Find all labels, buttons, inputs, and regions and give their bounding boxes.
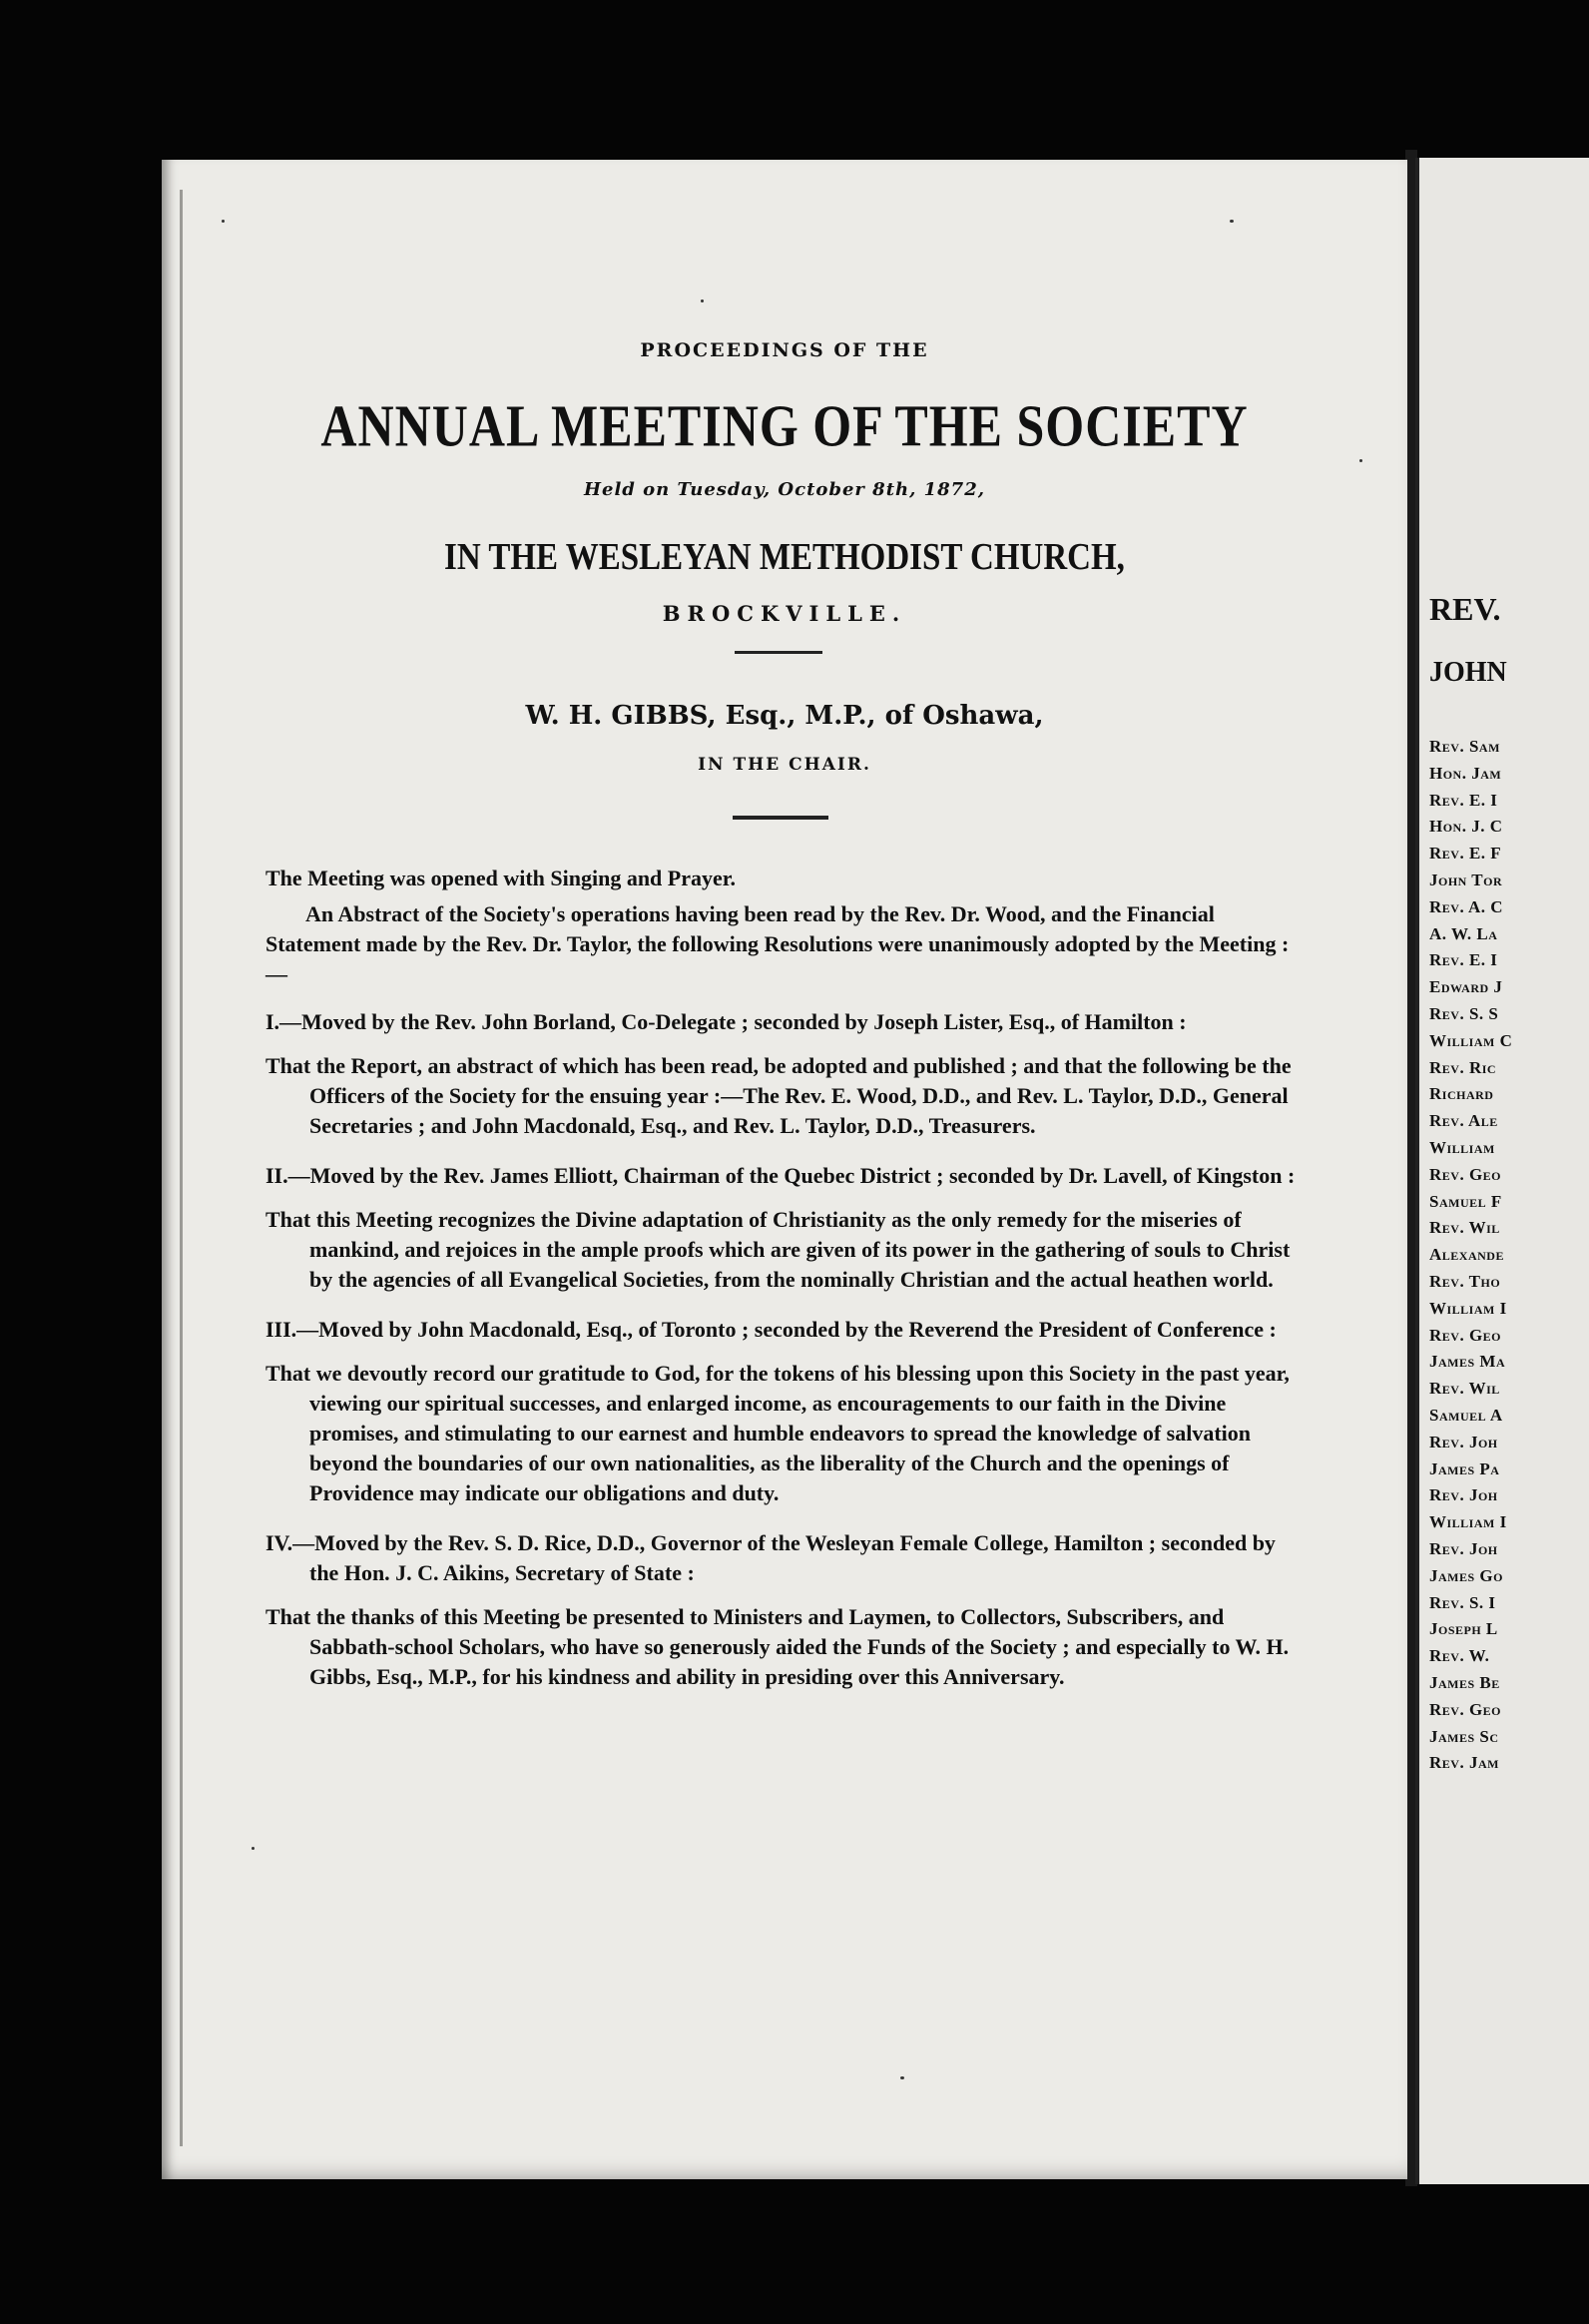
right-name-entry: James Sc <box>1429 1726 1499 1746</box>
abstract-paragraph: An Abstract of the Society's operations having been read by the Rev. Dr. Wood, and the Financial Statement made by the Rev. Dr. Taylor, the following Resolutions were unanimously adopted by the Meeting :— <box>265 901 1290 986</box>
right-name-entry: Rev. Joh <box>1429 1485 1498 1505</box>
right-name-entry: Rev. A. C <box>1429 896 1504 916</box>
right-name-entry: Samuel F <box>1429 1191 1502 1211</box>
right-name-entry: Rev. Wil <box>1429 1379 1500 1399</box>
right-name-entry: Rev. Tho <box>1429 1272 1501 1291</box>
right-name-entry: Alexande <box>1429 1245 1504 1265</box>
print-speck <box>1359 459 1362 462</box>
right-name-entry: Rev. Sam <box>1429 737 1500 756</box>
right-name-entry: Joseph L <box>1429 1619 1498 1639</box>
motion-3: III.—Moved by John Macdonald, Esq., of Toronto ; seconded by the Reverend the President of Conference : <box>265 1317 1277 1342</box>
heading-small: PROCEEDINGS OF THE <box>640 339 929 361</box>
print-speck <box>1230 220 1234 223</box>
right-name-entry: William <box>1429 1138 1495 1157</box>
right-name-entry: Hon. J. C <box>1429 817 1503 837</box>
right-name-entry: James Be <box>1429 1673 1500 1692</box>
right-name-entry: Samuel A <box>1429 1406 1503 1425</box>
right-name-entry: Rev. Ale <box>1429 1111 1498 1131</box>
right-name-entry: Rev. E. F <box>1429 844 1502 864</box>
right-name-entry: William I <box>1429 1298 1507 1318</box>
right-heading-rev: REV. <box>1429 591 1501 627</box>
church-name: IN THE WESLEYAN METHODIST CHURCH, <box>444 537 1125 579</box>
right-page <box>1415 158 1589 2184</box>
opening-paragraph: The Meeting was opened with Singing and Prayer. <box>265 866 737 890</box>
right-heading-john: JOHN <box>1429 657 1507 688</box>
right-name-entry: Rev. Geo <box>1429 1699 1502 1719</box>
right-name-entry: Richard <box>1429 1084 1494 1104</box>
right-name-entry: Rev. E. I <box>1429 950 1498 970</box>
resolution-2: That this Meeting recognizes the Divine adaptation of Christianity as the only remedy for the miseries of mankind, and rejoices in the ample proofs which are given of its power in the gathering of souls to Christ by the agencies of all Evangelical Societies, from the nominally Christian and the actual heathen world. <box>265 1207 1291 1292</box>
right-name-entry: James Ma <box>1429 1352 1506 1372</box>
motion-4: IV.—Moved by the Rev. S. D. Rice, D.D., Governor of the Wesleyan Female College, Hamilton ; seconded by the Hon. J. C. Aikins, Secretary of State : <box>265 1530 1276 1585</box>
motion-1: I.—Moved by the Rev. John Borland, Co-Delegate ; seconded by Joseph Lister, Esq., of Hamilton : <box>265 1009 1187 1034</box>
divider-rule <box>735 651 822 654</box>
print-speck <box>222 220 225 223</box>
chair-line: IN THE CHAIR. <box>698 755 871 775</box>
right-name-entry: William I <box>1429 1512 1507 1532</box>
divider-rule <box>733 816 828 820</box>
right-name-entry: Rev. Geo <box>1429 1325 1502 1345</box>
proceedings-body <box>265 864 1304 1712</box>
resolution-4: That the thanks of this Meeting be presented to Ministers and Laymen, to Collectors, Subscribers, and Sabbath-school Scholars, who have so generously aided the Funds of the Society ; and especially to W. H. Gibbs, Esq., M.P., for his kindness and ability in presiding over this Anniversary. <box>265 1604 1290 1689</box>
right-name-entry: Hon. Jam <box>1429 763 1502 783</box>
right-name-entry: Rev. Jam <box>1429 1753 1499 1773</box>
right-name-entry: James Go <box>1429 1565 1503 1585</box>
motion-2: II.—Moved by the Rev. James Elliott, Chairman of the Quebec District ; seconded by Dr. Lavell, of Kingston : <box>265 1163 1296 1188</box>
right-name-entry: Rev. Ric <box>1429 1057 1497 1077</box>
resolution-1: That the Report, an abstract of which has been read, be adopted and published ; and that the following be the Officers of the Society for the ensuing year :—The Rev. E. Wood, D.D., and Rev. L. Taylor, D.D., General Secretaries ; and John Macdonald, Esq., and Rev. L. Taylor, D.D., Treasurers. <box>265 1053 1292 1138</box>
right-name-entry: A. W. La <box>1429 923 1498 943</box>
right-name-entry: Rev. E. I <box>1429 790 1498 810</box>
right-name-entry: Rev. Wil <box>1429 1218 1500 1238</box>
right-name-entry: Rev. S. I <box>1429 1592 1496 1612</box>
right-name-entry: William C <box>1429 1030 1513 1050</box>
heading-main: ANNUAL MEETING OF THE SOCIETY <box>320 392 1249 459</box>
right-name-entry: Rev. Geo <box>1429 1164 1502 1184</box>
print-speck <box>701 299 704 302</box>
left-page <box>162 160 1407 2179</box>
resolution-3: That we devoutly record our gratitude to God, for the tokens of his blessing upon this Society in the past year, viewing our spiritual successes, and enlarged income, as encouragements to our faith in the Divine promises, and stimulating to our earnest and humble endeavors to spread the knowledge of salvation beyond the boundaries of our own nationalities, as the liberality of the Church and the openings of Providence may indicate our obligations and duty. <box>265 1361 1290 1505</box>
chair-name: W. H. GIBBS, Esq., M.P., of Oshawa, <box>525 701 1044 731</box>
right-name-entry: Rev. S. S <box>1429 1004 1499 1023</box>
print-speck <box>252 1847 255 1850</box>
right-name-entry: Rev. Joh <box>1429 1432 1498 1452</box>
print-speck <box>900 2076 904 2079</box>
right-name-entry: Rev. W. <box>1429 1646 1490 1666</box>
right-name-entry: John Tor <box>1429 871 1503 889</box>
right-name-entry: Rev. Joh <box>1429 1539 1498 1558</box>
right-name-entry: Edward J <box>1429 977 1503 997</box>
right-name-entry: James Pa <box>1429 1458 1500 1478</box>
held-on-date: Held on Tuesday, October 8th, 1872, <box>583 479 985 500</box>
town-name: BROCKVILLE. <box>662 601 907 626</box>
